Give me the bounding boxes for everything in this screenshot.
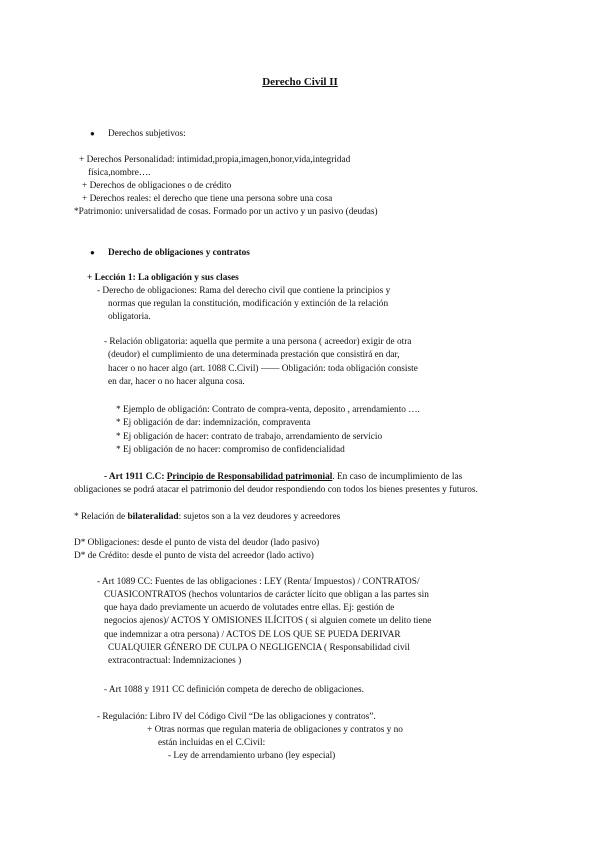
text-line: física,nombre…. — [88, 168, 151, 178]
text-line: * Ej obligación de dar: indemnización, compraventa — [116, 418, 311, 428]
text-line: + Derechos reales: el derecho que tiene una persona sobre una cosa — [82, 194, 333, 204]
bilateralidad-text: : sujetos son a la vez deudores y acreedores — [178, 512, 341, 522]
text-line: - Regulación: Libro IV del Código Civil “De las obligaciones y contratos”. — [97, 712, 376, 722]
bullet-icon: ● — [90, 248, 95, 257]
text-line: * Ej obligación de no hacer: compromiso de confidencialidad — [116, 445, 345, 455]
bilateralidad-prefix: * Relación de — [74, 512, 128, 522]
text-line: - Ley de arrendamiento urbano (ley especial) — [168, 751, 336, 761]
text-line: están incluidas en el C.Civil: — [158, 738, 266, 748]
text-line: normas que regulan la constitución, modificación y extinción de la relación — [108, 299, 389, 309]
text-line: * Ejemplo de obligación: Contrato de compra-venta, deposito , arrendamiento …. — [116, 405, 420, 415]
article-1911-label: - Art 1911 C.C: — [104, 472, 167, 482]
principle-title: Principio de Responsabilidad patrimonial — [166, 472, 333, 482]
text-line: - Relación obligatoria: aquella que permite a una persona ( acreedor) exigir de otra — [104, 337, 412, 347]
text-line: obligaciones se podrá atacar el patrimonio del deudor respondiendo con todos los bienes presentes y futuros. — [74, 485, 478, 495]
text-line: CUASICONTRATOS (hechos voluntarios de carácter lícito que obligan a las partes sin — [104, 590, 429, 600]
text-line: CUALQUIER GÉNERO DE CULPA O NEGLIGENCIA ( Responsabilidad civil — [108, 643, 410, 653]
text-line: D* Obligaciones: desde el punto de vista del deudor (lado pasivo) — [74, 538, 320, 548]
bilateralidad-term: bilateralidad — [127, 512, 179, 522]
text-line: + Otras normas que regulan materia de obligaciones y contratos y no — [147, 725, 403, 735]
text-line: hacer o no hacer algo (art. 1088 C.Civil) —— Obligación: toda obligación consiste — [108, 364, 418, 374]
document-title: Derecho Civil II — [262, 76, 338, 88]
article-1911-text: . En caso de incumplimiento de las — [332, 472, 463, 482]
section-heading-obligaciones: Derecho de obligaciones y contratos — [108, 248, 250, 258]
text-line: que haya dado previamente un acuerdo de volutades entre ellas. Ej: gestión de — [104, 603, 395, 613]
text-line: - Art 1088 y 1911 CC definición competa de derecho de obligaciones. — [104, 685, 364, 695]
text-line: + Derechos Personalidad: intimidad,propia,imagen,honor,vida,integridad — [79, 155, 351, 165]
section-heading-derechos-subjetivos: Derechos subjetivos: — [108, 129, 186, 139]
text-line: - Derecho de obligaciones: Rama del derecho civil que contiene la principios y — [97, 286, 391, 296]
bilateralidad-line — [74, 511, 340, 523]
text-line: D* de Crédito: desde el punto de vista del acreedor (lado activo) — [74, 551, 314, 561]
text-line: + Derechos de obligaciones o de crédito — [82, 181, 232, 191]
text-line: * Ej obligación de hacer: contrato de trabajo, arrendamiento de servicio — [116, 432, 383, 442]
text-line: (deudor) el cumplimiento de una determinada prestación que consistirá en dar, — [108, 350, 400, 360]
text-line: obligatoria. — [108, 312, 151, 322]
text-line: *Patrimonio: universalidad de cosas. Formado por un activo y un pasivo (deudas) — [74, 207, 378, 217]
text-line: extracontractual: Indemnizaciones ) — [108, 656, 242, 666]
text-line: en dar, hacer o no hacer alguna cosa. — [108, 377, 245, 387]
bullet-icon: ● — [90, 129, 95, 138]
text-line: - Art 1089 CC: Fuentes de las obligaciones : LEY (Renta/ Impuestos) / CONTRATOS/ — [97, 577, 420, 587]
text-line: que indemnizar a otra persona) / ACTOS DE LOS QUE SE PUEDA DERIVAR — [104, 630, 401, 640]
text-line: negocios ajenos)/ ACTOS Y OMISIONES ILÍCITOS ( si alguien comete un delito tiene — [104, 616, 432, 626]
lesson-heading: + Lección 1: La obligación y sus clases — [87, 273, 239, 283]
article-1911-line — [104, 471, 462, 483]
